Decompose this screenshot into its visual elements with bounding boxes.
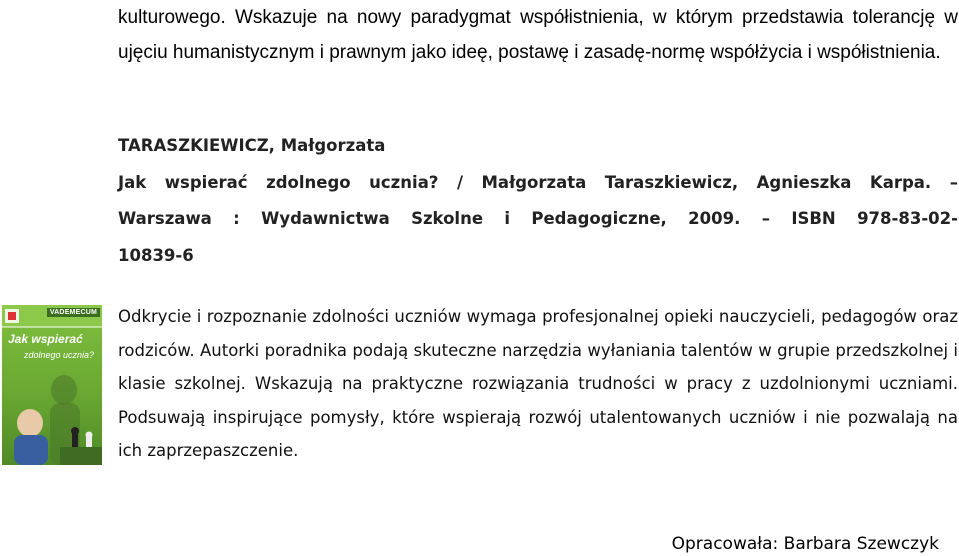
book-cover-illustration — [2, 305, 102, 465]
book-cover-badge: VADEMECUM — [47, 308, 100, 317]
book-description: Odkrycie i rozpoznanie zdolności uczniów wymaga profesjonalnej opieki nauczycieli, pedagogów oraz rodziców. Autorki poradnika podają skuteczne narzędzia wyłaniania talentów w grupie przedszkolnej i klasie szkolnej. Wskazują na praktyczne rozwiązania trudności w pracy z uzdolnionymi uczniami. Podsuwają inspirujące pomysły, które wspierają rozwój utalentowanych uczniów i nie pozwalają na ich zaprzepaszczenie. — [118, 307, 958, 460]
book-cover-subtitle: zdolnego ucznia? — [24, 350, 95, 360]
book-title-line: Jak wspierać zdolnego ucznia? / Małgorzata Taraszkiewicz, Agnieszka Karpa. – — [118, 172, 958, 192]
book-publisher-line: Warszawa : Wydawnictwa Szkolne i Pedagogiczne, 2009. – ISBN 978-83-02- — [118, 209, 958, 228]
book-cover-title: Jak wspierać — [8, 332, 83, 346]
book-cover-image — [2, 305, 102, 465]
intro-paragraph: kulturowego. Wskazuje na nowy paradygmat współistnienia, w którym przedstawia tolerancję w ujęciu humanistycznym i prawnym jako ideę, postawę i zasadę-normę współżycia i współistnienia. — [118, 7, 958, 63]
bibliographic-entry — [118, 128, 958, 274]
book-isbn-tail: 10839-6 — [118, 245, 194, 265]
book-author: TARASZKIEWICZ, Małgorzata — [118, 136, 386, 155]
author-signature: Opracowała: Barbara Szewczyk — [671, 534, 939, 554]
